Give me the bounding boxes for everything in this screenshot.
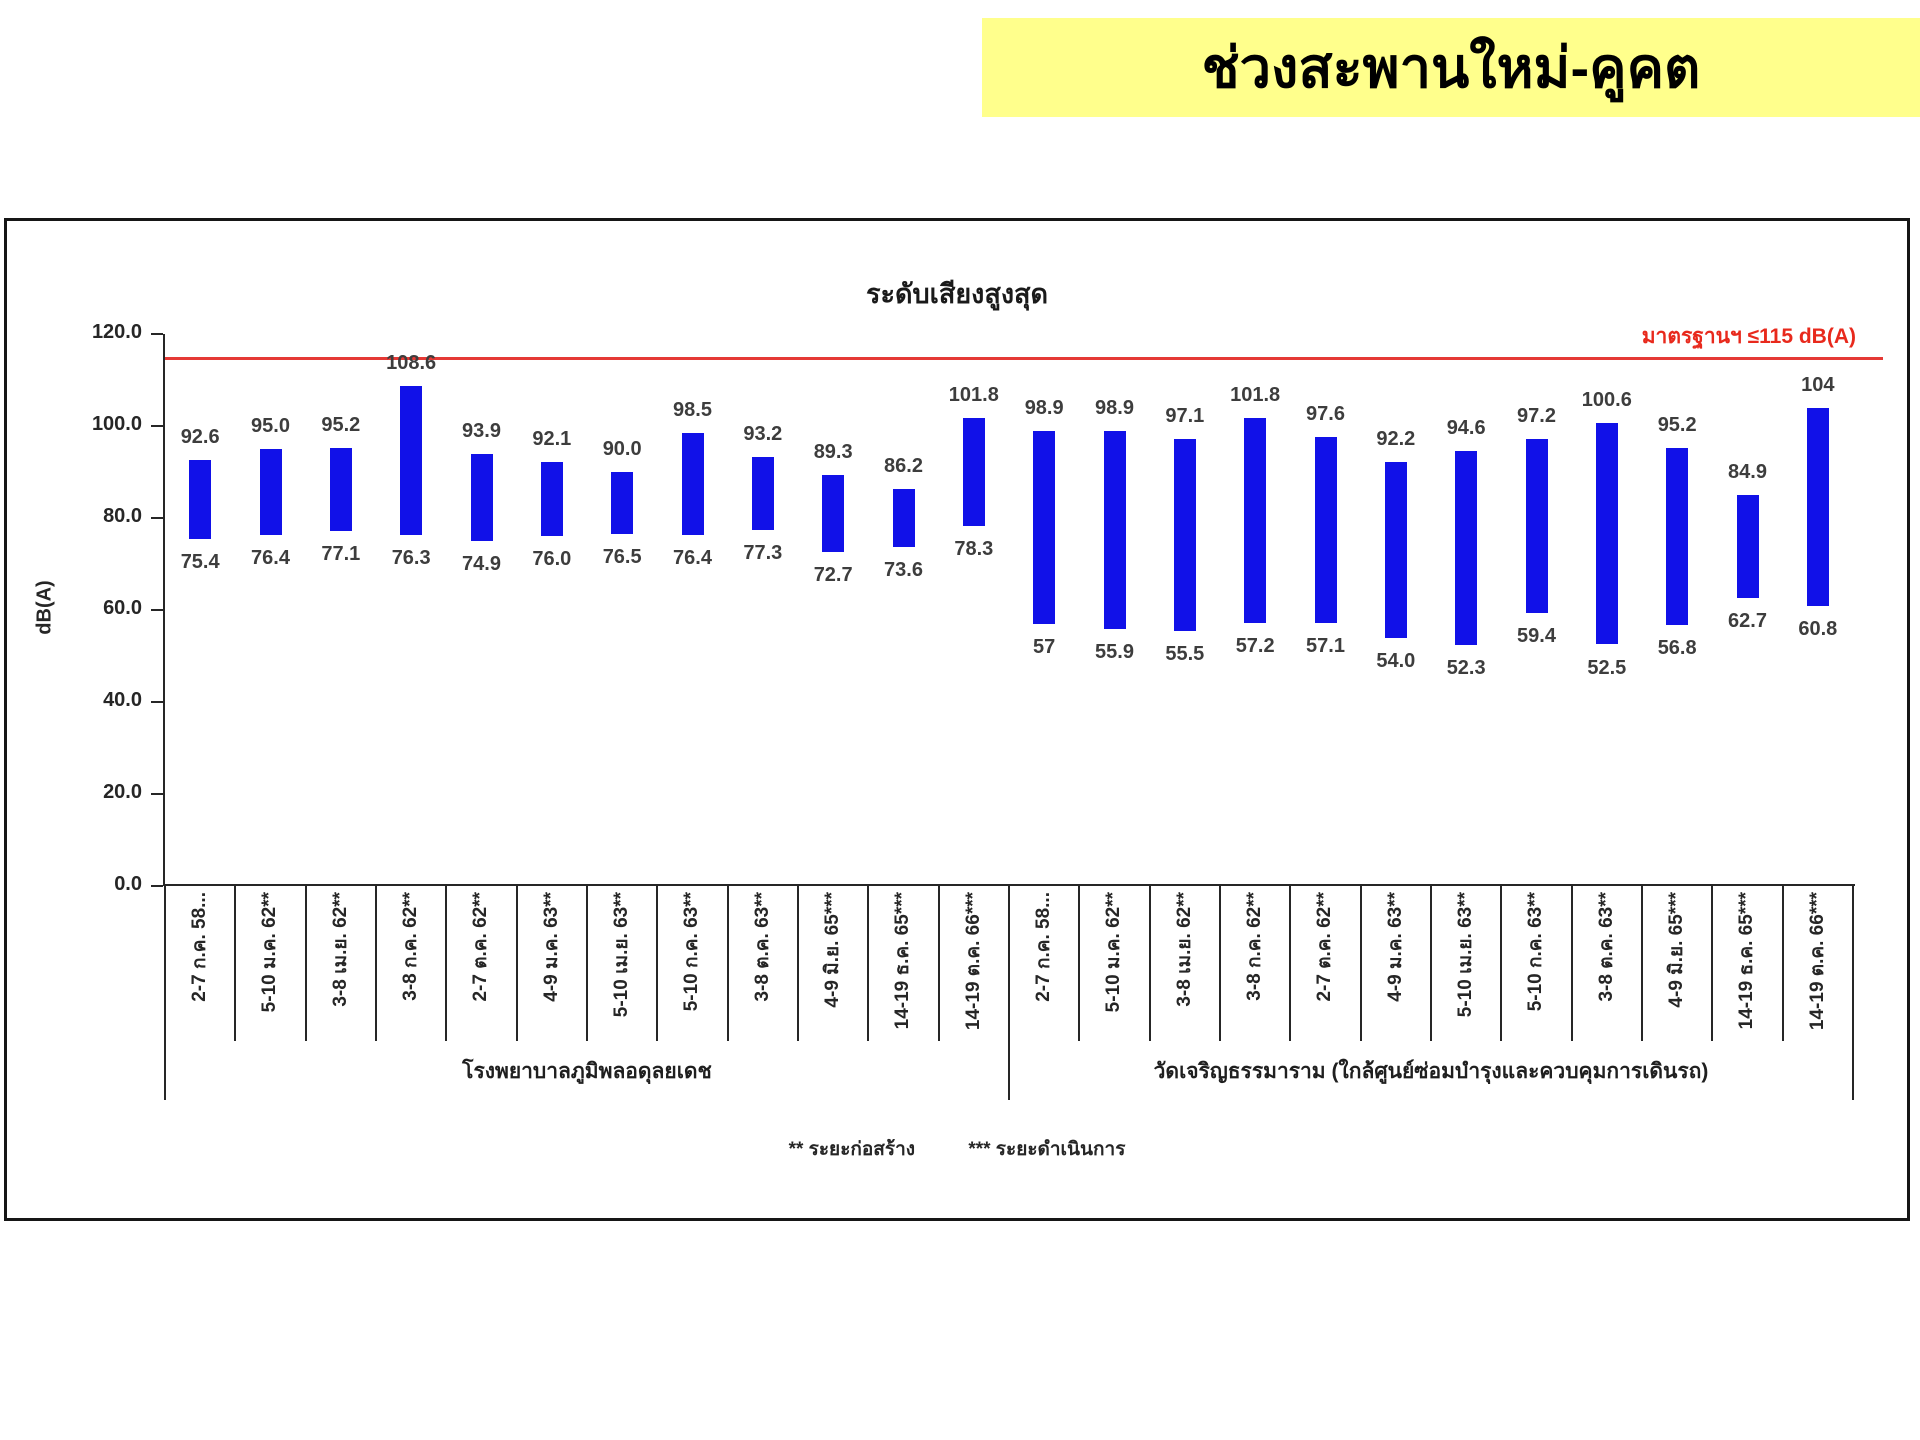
x-category-label: 14-19 ธ.ค. 65*** [892, 892, 914, 1030]
y-axis-title: dB(A) [33, 580, 56, 635]
range-bar [471, 454, 493, 541]
bar-min-label: 55.5 [1165, 642, 1205, 665]
bar-max-label: 92.1 [532, 428, 572, 451]
bar-min-label: 78.3 [954, 537, 994, 560]
range-bar [189, 460, 211, 539]
range-bar [1807, 408, 1829, 607]
range-bar [963, 418, 985, 526]
x-category-label: 5-10 ม.ค. 62** [259, 892, 281, 1013]
range-bar [541, 462, 563, 536]
range-bar [400, 386, 422, 535]
bar-max-label: 94.6 [1446, 416, 1486, 439]
range-bar [1174, 439, 1196, 630]
bar-min-label: 55.9 [1095, 640, 1134, 663]
range-bar [1526, 439, 1548, 613]
x-category-label: 4-9 ม.ค. 63** [1384, 892, 1406, 1002]
category-separator [1360, 886, 1362, 1041]
bar-max-label: 101.8 [948, 383, 999, 406]
category-separator [305, 886, 307, 1041]
y-axis-line [163, 334, 165, 886]
bar-max-label: 93.9 [462, 420, 501, 443]
range-bar [260, 449, 282, 535]
bar-max-label: 95.2 [321, 414, 361, 437]
bar-min-label: 73.6 [884, 559, 923, 582]
ytick-mark [151, 517, 163, 519]
footnote-construction: ** ระยะก่อสร้าง [788, 1139, 916, 1160]
x-category-cell [728, 892, 798, 1042]
category-separator [867, 886, 869, 1041]
x-category-label: 5-10 เม.ย. 63** [611, 892, 633, 1018]
range-bar [1385, 462, 1407, 638]
x-category-cell [1009, 892, 1079, 1042]
category-separator [375, 886, 377, 1041]
x-category-label: 3-8 เม.ย. 62** [1173, 892, 1195, 1007]
range-bar [1033, 431, 1055, 624]
ytick-label: 0.0 [114, 873, 142, 895]
x-category-label: 4-9 มิ.ย. 65*** [822, 892, 844, 1008]
ytick-label: 100.0 [91, 413, 142, 435]
range-bar [893, 489, 915, 547]
range-bar [1455, 451, 1477, 646]
category-separator [1641, 886, 1643, 1041]
x-category-cell [517, 892, 587, 1042]
x-category-label: 3-8 ต.ค. 63** [1595, 892, 1617, 1002]
x-category-cell [868, 892, 938, 1042]
x-category-label: 3-8 เม.ย. 62** [329, 892, 351, 1007]
bar-max-label: 95.2 [1657, 414, 1697, 437]
x-category-label: 5-10 เม.ย. 63** [1455, 892, 1477, 1018]
bar-min-label: 76.4 [673, 546, 712, 569]
bar-max-label: 98.9 [1024, 397, 1064, 420]
x-category-cell [1220, 892, 1290, 1042]
category-separator [1711, 886, 1713, 1041]
bar-min-label: 76.3 [391, 547, 431, 570]
section-banner-title: ช่วงสะพานใหม่-คูคต [1201, 36, 1701, 99]
bar-max-label: 92.2 [1376, 427, 1416, 450]
bar-min-label: 74.9 [462, 553, 501, 576]
bar-max-label: 97.6 [1306, 403, 1345, 426]
bar-max-label: 100.6 [1581, 389, 1632, 412]
x-category-cell [798, 892, 868, 1042]
x-category-label: 5-10 ก.ค. 63** [681, 892, 703, 1012]
range-bar [752, 457, 774, 530]
x-category-cell [1361, 892, 1431, 1042]
x-category-cell [306, 892, 376, 1042]
x-category-cell [446, 892, 516, 1042]
range-bar [1104, 431, 1126, 629]
x-category-cell [376, 892, 446, 1042]
bar-min-label: 76.0 [532, 548, 572, 571]
ytick-label: 120.0 [91, 321, 142, 343]
standard-limit-label: มาตรฐานฯ ≤115 dB(A) [1641, 325, 1856, 348]
bar-min-label: 52.3 [1446, 657, 1486, 680]
ytick-mark [151, 701, 163, 703]
x-category-cell [939, 892, 1009, 1042]
bar-max-label: 104 [1801, 373, 1835, 396]
ytick-mark [151, 885, 163, 887]
bar-min-label: 52.5 [1587, 656, 1627, 679]
x-category-label: 2-7 ต.ค. 62** [470, 892, 492, 1002]
bar-max-label: 86.2 [884, 455, 923, 478]
x-category-cell [657, 892, 727, 1042]
bar-min-label: 57.1 [1306, 635, 1345, 658]
category-separator [1289, 886, 1291, 1041]
x-category-label: 3-8 ก.ค. 62** [400, 892, 422, 1001]
category-separator [516, 886, 518, 1041]
range-bar [1315, 437, 1337, 623]
footnote-operation: *** ระยะดำเนินการ [968, 1139, 1126, 1160]
x-category-label: 2-7 ก.ค. 58... [189, 892, 211, 1002]
bar-min-label: 76.5 [602, 546, 642, 569]
range-bar [611, 472, 633, 534]
range-bar [1244, 418, 1266, 623]
bar-max-label: 84.9 [1728, 461, 1767, 484]
bar-min-label: 60.8 [1798, 618, 1838, 641]
x-category-cell [235, 892, 305, 1042]
x-category-cell [165, 892, 235, 1042]
bar-max-label: 97.2 [1517, 404, 1556, 427]
range-bar [682, 433, 704, 535]
range-bar [1737, 495, 1759, 597]
bar-max-label: 98.5 [673, 398, 712, 421]
ytick-label: 60.0 [103, 597, 142, 619]
group-label: โรงพยาบาลภูมิพลอดุลยเดช [462, 1060, 712, 1083]
bar-max-label: 98.9 [1095, 397, 1134, 420]
category-separator [1078, 886, 1080, 1041]
bar-min-label: 62.7 [1728, 609, 1767, 632]
category-separator [656, 886, 658, 1041]
category-separator [1149, 886, 1151, 1041]
range-bar [1596, 423, 1618, 644]
bar-max-label: 89.3 [813, 441, 853, 464]
x-category-cell [1572, 892, 1642, 1042]
category-separator [1782, 886, 1784, 1041]
x-category-label: 5-10 ม.ค. 62** [1103, 892, 1125, 1013]
range-bar [330, 448, 352, 531]
x-category-label: 5-10 ก.ค. 63** [1525, 892, 1547, 1012]
ytick-label: 80.0 [103, 505, 142, 527]
bar-max-label: 108.6 [386, 352, 437, 375]
chart-title: ระดับเสียงสูงสุด [865, 279, 1049, 309]
category-separator [1571, 886, 1573, 1041]
x-category-label: 2-7 ก.ค. 58... [1033, 892, 1055, 1002]
bar-max-label: 101.8 [1230, 383, 1281, 406]
x-category-label: 14-19 ต.ค. 66*** [1806, 892, 1828, 1031]
category-separator [727, 886, 729, 1041]
ytick-mark [151, 793, 163, 795]
group-label: วัดเจริญธรรมาราม (ใกล้ศูนย์ซ่อมบำรุงและควบคุมการเดินรถ) [1153, 1060, 1709, 1083]
x-category-cell [1431, 892, 1501, 1042]
ytick-mark [151, 609, 163, 611]
category-separator [586, 886, 588, 1041]
bar-max-label: 97.1 [1165, 405, 1205, 428]
category-separator [445, 886, 447, 1041]
category-separator [1219, 886, 1221, 1041]
category-separator [1500, 886, 1502, 1041]
ytick-label: 20.0 [103, 781, 142, 803]
category-separator [938, 886, 940, 1041]
bar-min-label: 57 [1033, 635, 1056, 658]
bar-max-label: 92.6 [180, 426, 220, 449]
x-category-label: 2-7 ต.ค. 62** [1314, 892, 1336, 1002]
x-category-label: 4-9 ม.ค. 63** [540, 892, 562, 1002]
x-category-label: 14-19 ธ.ค. 65*** [1736, 892, 1758, 1030]
x-category-cell [1079, 892, 1149, 1042]
x-category-cell [587, 892, 657, 1042]
x-category-label: 14-19 ต.ค. 66*** [962, 892, 984, 1031]
bar-min-label: 57.2 [1235, 634, 1275, 657]
ytick-mark [151, 333, 163, 335]
x-category-cell [1783, 892, 1853, 1042]
range-bar [822, 475, 844, 551]
bar-min-label: 75.4 [180, 551, 220, 574]
footnote [4, 1134, 1910, 1164]
x-category-cell [1150, 892, 1220, 1042]
x-category-cell [1290, 892, 1360, 1042]
bar-min-label: 59.4 [1517, 624, 1556, 647]
section-banner [982, 18, 1920, 117]
x-category-cell [1712, 892, 1782, 1042]
category-separator [1430, 886, 1432, 1041]
x-category-label: 4-9 มิ.ย. 65*** [1666, 892, 1688, 1008]
bar-min-label: 56.8 [1657, 636, 1697, 659]
bar-max-label: 95.0 [251, 415, 290, 437]
category-separator [234, 886, 236, 1041]
bar-min-label: 76.4 [251, 546, 290, 569]
bar-max-label: 93.2 [743, 423, 783, 446]
bar-min-label: 72.7 [813, 563, 853, 586]
bar-min-label: 77.3 [743, 542, 783, 565]
category-separator [797, 886, 799, 1041]
x-category-label: 3-8 ต.ค. 63** [751, 892, 773, 1002]
bar-min-label: 54.0 [1376, 649, 1416, 672]
x-category-cell [1501, 892, 1571, 1042]
x-category-label: 3-8 ก.ค. 62** [1244, 892, 1266, 1001]
ytick-label: 40.0 [103, 689, 142, 711]
bar-max-label: 90.0 [602, 438, 642, 460]
x-category-cell [1642, 892, 1712, 1042]
range-bar [1666, 448, 1688, 625]
bar-min-label: 77.1 [321, 543, 361, 566]
